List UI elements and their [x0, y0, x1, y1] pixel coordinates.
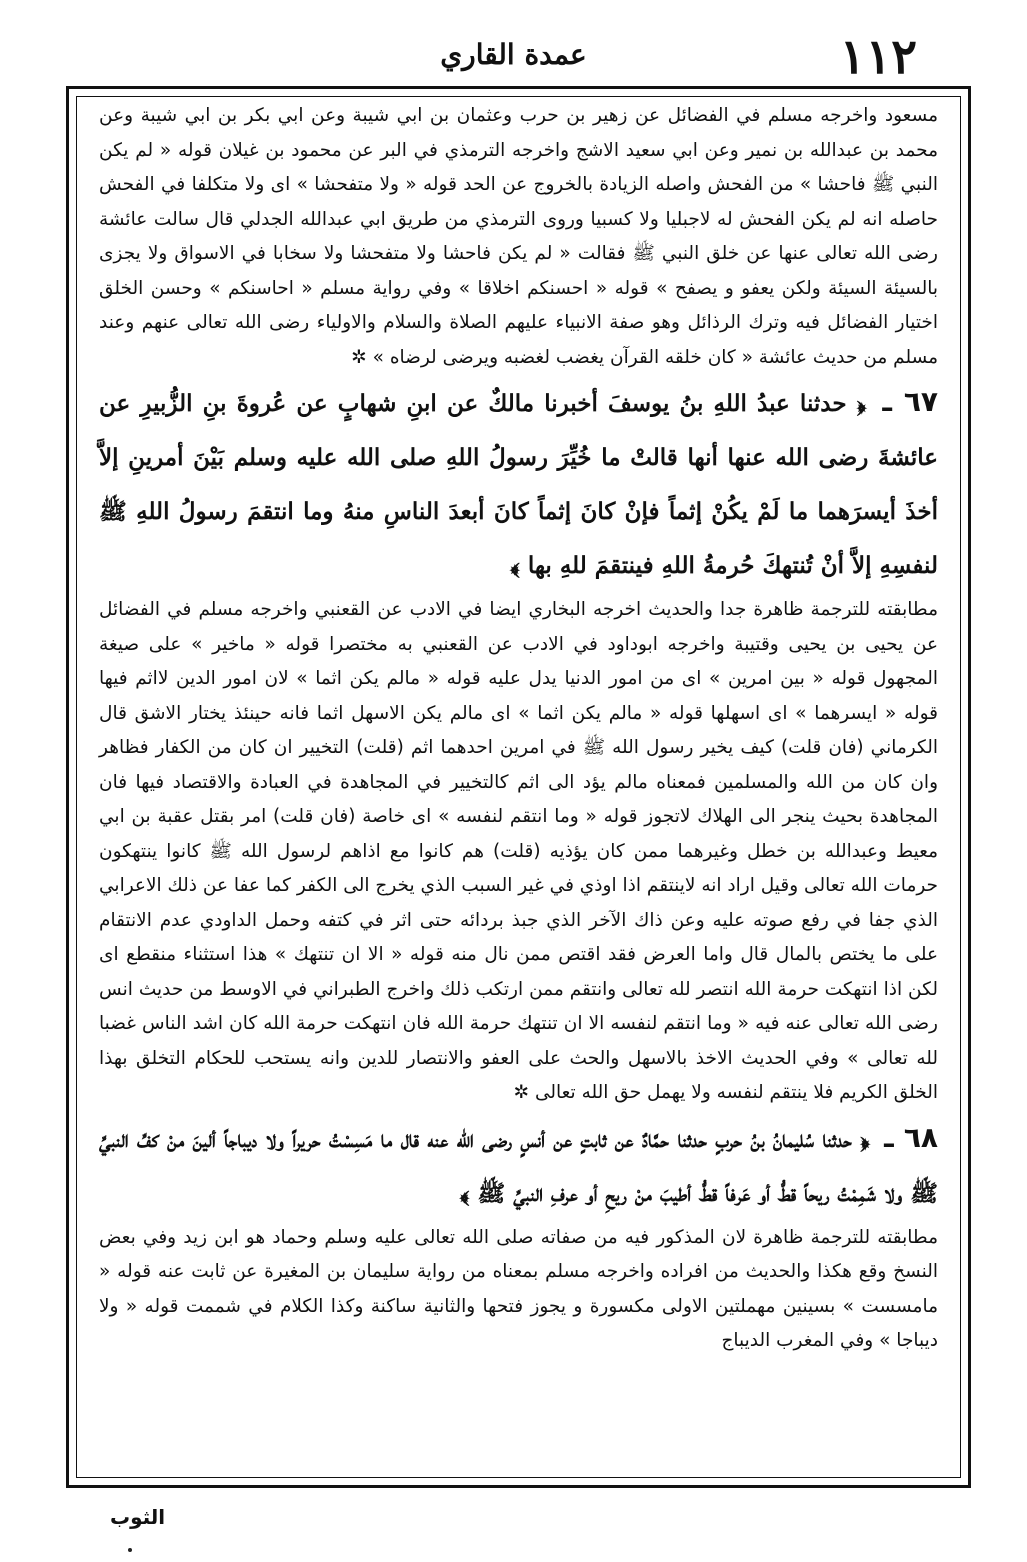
hadith-paragraph [99, 375, 938, 593]
commentary-text: مسعود واخرجه مسلم في الفضائل عن زهير بن حرب وعثمان بن ابي شيبة وعن ابي بكر بن ابي شيبة وعن محمد بن عبدالله بن نمير وعن ابي سعيد الاشج واخرجه الترمذي في البر عن محمود بن غيلان قوله « لم يكن النبي ﷺ فاحشا » من الفحش واصله الزيادة بالخروج عن الحد قوله « ولا متفحشا » اى ولا متكلفا في الفحش حاصله انه لم يكن الفحش له لاجبليا ولا كسبيا وروى الترمذي من طريق ابي عبدالله الجدلي قال سالت عائشة رضى الله تعالى عنها عن خلق النبي ﷺ فقالت « لم يكن فاحشا ولا متفحشا ولا سخابا في الاسواق ولا يجزى بالسيئة السيئة ولكن يعفو و يصفح » قوله « احسنكم اخلاقا » وفي رواية مسلم « احاسنكم » وحسن الخلق اختيار الفضائل فيه وترك الرذائل وهو صفة الانبياء عليهم الصلاة والسلام والاولياء رضى الله تعالى عنهم وعند مسلم من حديث عائشة « كان خلقه القرآن يغضب لغضبه ويرضى لرضاه » ✲ [99, 105, 938, 368]
hadith-text: ﴿ حدثنا عبدُ اللهِ بنُ يوسفَ أخبرنا مالكٌ عن ابنِ شهابٍ عن عُروةَ بنِ الزُّبيرِ عن عائشةَ رضى الله عنها أنها قالتْ ما خُيِّرَ رسولُ اللهِ صلى الله عليه وسلم بَيْنَ أمرينِ إلاَّ أخذَ أيسرَهما ما لَمْ يكُنْ إثماً فإنْ كانَ إثماً كانَ أبعدَ الناسِ منهُ وما انتقمَ رسولُ اللهِ ﷺ لنفسِهِ إلاَّ أنْ تُنتهكَ حُرمةُ اللهِ فينتقمَ للهِ بها ﴾ [99, 390, 938, 579]
page-header [70, 28, 957, 86]
running-title: عمدة القاري [440, 38, 587, 71]
commentary-paragraph [99, 1221, 938, 1359]
paper-speck [128, 1548, 132, 1552]
page-number: ١١٢ [839, 29, 917, 85]
commentary-text: مطابقته للترجمة ظاهرة جدا والحديث اخرجه البخاري ايضا في الادب عن القعنبي واخرجه مسلم في الفضائل عن يحيى بن يحيى وقتيبة واخرجه ابوداود في الادب عن القعنبي به مختصرا قوله « ماخير » على صيغة المجهول قوله « بين امرين » اى من امور الدنيا يدل عليه قوله « مالم يكن اثما » لان امور الدين لااثم فيها قوله « ايسرهما » اى اسهلها قوله « مالم يكن اثما » اى مالم يكن الاسهل اثما فانه حينئذ يختار الاشق قال الكرماني (فان قلت) كيف يخير رسول الله ﷺ في امرين احدهما اثم (قلت) التخيير ان كان من الكفار فظاهر وان كان من الله والمسلمين فمعناه مالم يؤد الى اثم كالتخيير في المجاهدة في العبادة والاقتصاد فيها فان المجاهدة بحيث ينجر الى الهلاك لاتجوز قوله « وما انتقم لنفسه » اى خاصة (فان قلت) امر بقتل عقبة بن ابي معيط وعبدالله بن خطل وغيرهما ممن كان يؤذيه (قلت) هم كانوا مع اذاهم لرسول الله ﷺ كانوا ينتهكون حرمات الله تعالى وقيل اراد انه لاينتقم اذا اوذي في غير السبب الذي يخرج الى الكفر كما عفا عن ذلك الاعرابي الذي جفا في رفع صوته عليه وعن ذاك الآخر الذي جبذ بردائه حتى اثر في كتفه وحمل الداودي عدم الانتقام على ما يختص بالمال قال واما العرض فقد اقتص ممن نال منه قوله « الا ان تنتهك » هذا استثناء منقطع اى لكن اذا انتهكت حرمة الله انتصر لله تعالى وانتقم ممن ارتكب ذلك واخرج الطبراني في الاوسط من حديث انس رضى الله تعالى عنه فيه « وما انتقم لنفسه الا ان تنتهك حرمة الله فان انتهكت حرمة الله كان اشد الناس غضبا لله تعالى » وفي الحديث الاخذ بالاسهل والحث على العفو والانتصار للدين وانه يستحب للحكام التخلق بهذا الخلق الكريم فلا ينتقم لنفسه ولا يهمل حق الله تعالى ✲ [99, 599, 938, 1103]
commentary-paragraph [99, 593, 938, 1111]
commentary-paragraph [99, 99, 938, 375]
hadith-text: ﴿ حدثنا سُليمانُ بنُ حربٍ حدثنا حمَّادٌ عن ثابتٍ عن أنسٍ رضى الله عنه قال ما مَسِسْتُ حريراً ولا ديباجاً ألينَ منْ كفِّ النبيِّ ﷺ ولا شَمِمْتُ ريحاً قطُّ أو عَرفاً قطُّ أطيبَ منْ ريحِ أو عرفِ النبيِّ ﷺ ﴾ [99, 1125, 938, 1207]
text-frame [66, 86, 971, 1488]
hadith-number: ٦٨ ـ [884, 1120, 938, 1154]
text-body [76, 96, 961, 1478]
hadith-paragraph [99, 1111, 938, 1221]
catchword: الثوب [110, 1505, 166, 1529]
commentary-text: مطابقته للترجمة ظاهرة لان المذكور فيه من صفاته صلى الله تعالى عليه وسلم وحماد هو ابن زيد وفي بعض النسخ وقع هكذا والحديث من افراده واخرجه مسلم بمعناه من رواية سليمان بن المغيرة عن ثابت عنه قوله « مامسست » بسينين مهملتين الاولى مكسورة و يجوز فتحها والثانية ساكنة وكذا الكلام في شممت قوله « ولا ديباجا » وفي المغرب الديباج [99, 1226, 938, 1351]
hadith-number: ٦٧ ـ [882, 385, 938, 418]
